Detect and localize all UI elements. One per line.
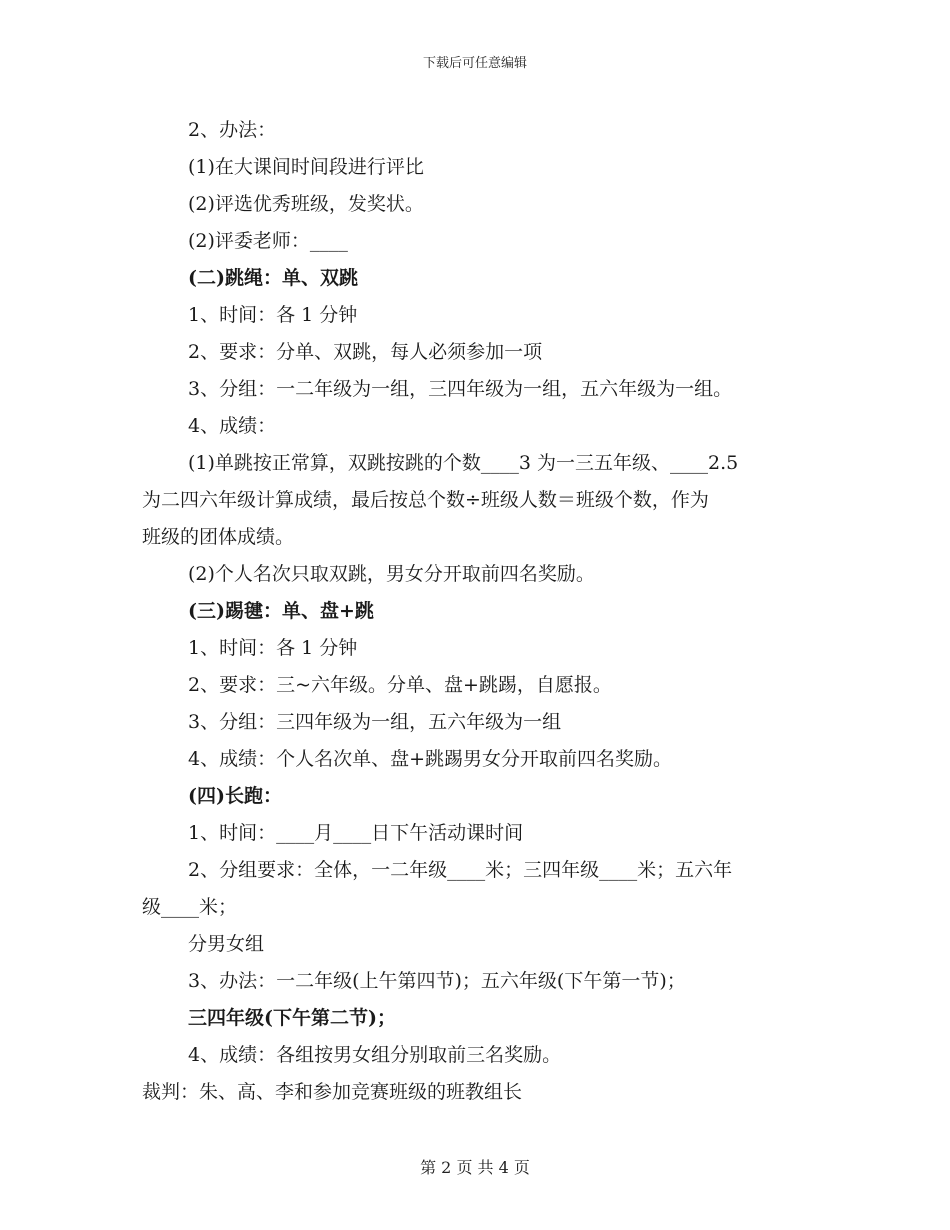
document-body [142,112,822,1111]
jump-rope-score-heading: 4、成绩： [188,415,277,437]
jump-rope-score-item-1-end: 班级的团体成绩。 [142,526,295,548]
referees: 裁判：朱、高、李和参加竞赛班级的班教组长 [142,1081,523,1103]
jump-rope-score-item-1-cont: 为二四六年级计算成绩，最后按总个数÷班级人数＝班级个数，作为 [142,489,709,511]
long-run-method-cont: 三四年级(下午第二节)； [188,1007,396,1029]
jump-rope-grouping: 3、分组：一二年级为一组，三四年级为一组，五六年级为一组。 [188,378,733,400]
method-item-2: (2)评选优秀班级，发奖状。 [188,193,424,215]
long-run-time: 1、时间：____月____日下午活动课时间 [188,822,524,844]
shuttlecock-grouping: 3、分组：三四年级为一组，五六年级为一组 [188,711,562,733]
method-item-3: (2)评委老师：____ [188,230,348,252]
long-run-gender-groups: 分男女组 [188,933,265,955]
jump-rope-time: 1、时间：各 1 分钟 [188,304,358,326]
page-header: 下载后可任意编辑 [422,56,527,71]
shuttlecock-score: 4、成绩：个人名次单、盘+跳踢男女分开取前四名奖励。 [188,748,673,770]
method-heading: 2、办法： [188,119,277,141]
shuttlecock-time: 1、时间：各 1 分钟 [188,637,358,659]
jump-rope-score-item-2: (2)个人名次只取双跳，男女分开取前四名奖励。 [188,563,595,585]
long-run-grouping-cont: 级____米； [142,896,238,918]
section-shuttlecock-heading: (三)踢毽：单、盘+跳 [188,600,374,622]
method-item-1: (1)在大课间时间段进行评比 [188,156,424,178]
long-run-method: 3、办法：一二年级(上午第四节)；五六年级(下午第一节)； [188,970,686,992]
section-jump-rope-heading: (二)跳绳：单、双跳 [188,267,358,289]
shuttlecock-requirement: 2、要求：三~六年级。分单、盘+跳踢，自愿报。 [188,674,612,696]
long-run-grouping: 2、分组要求：全体，一二年级____米；三四年级____米；五六年 [188,859,733,881]
long-run-score: 4、成绩：各组按男女组分别取前三名奖励。 [188,1044,562,1066]
page-number: 第 2 页 共 4 页 [420,1158,530,1177]
jump-rope-requirement: 2、要求：分单、双跳，每人必须参加一项 [188,341,543,363]
jump-rope-score-item-1: (1)单跳按正常算，双跳按跳的个数____3 为一三五年级、____2.5 [188,452,739,474]
section-long-run-heading: (四)长跑： [188,785,282,807]
